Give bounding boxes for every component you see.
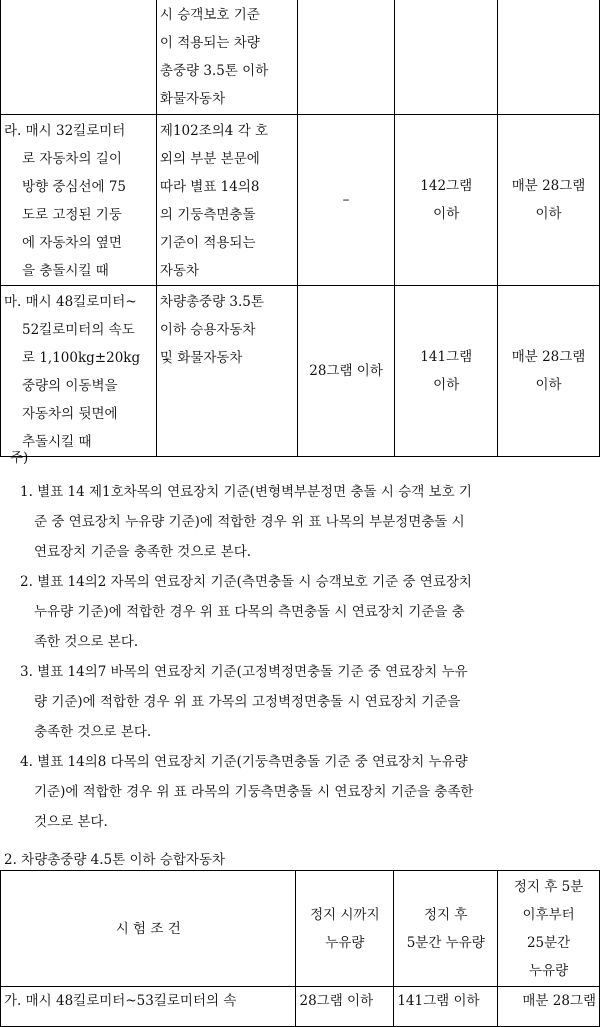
cell-target <box>156 115 297 286</box>
cell-text: 자동차 <box>159 263 200 279</box>
cell-after-25min <box>498 286 600 457</box>
cell-text: 매분 28그램 <box>511 349 586 365</box>
cell-text: 정지 후 5분 <box>513 878 584 895</box>
note-line: 기준)에 적합한 경우 위 표 라목의 기둥측면충돌 시 연료장치 기준을 충족한 <box>34 784 474 800</box>
cell-condition <box>1 0 157 115</box>
cell-text: 5분간 누유량 <box>406 934 485 951</box>
table-row <box>1 115 600 286</box>
cell-condition <box>1 286 157 457</box>
cell-text: 로 자동차의 길이 <box>22 151 122 167</box>
cell-text: 이하 <box>433 206 460 222</box>
cell-text: 에 자동차의 옆면 <box>22 235 122 251</box>
cell-text: 이하 승용자동차 <box>159 322 256 338</box>
note-line: 3. 별표 14의7 바목의 연료장치 기준(고정벽정면충돌 기준 중 연료장치 누유 <box>20 664 468 680</box>
cell-text: 따라 별표 14의8 <box>159 179 260 195</box>
cell-text: 및 화물자동차 <box>159 350 243 366</box>
header-after-5min <box>394 871 498 987</box>
cell-text: 중량의 이동벽을 <box>22 378 118 394</box>
note-line: 2. 별표 14의2 자목의 연료장치 기준(측면충돌 시 승객보호 기준 중 연료장치 <box>20 574 472 590</box>
cell-after-5min <box>395 286 498 457</box>
cell-text: 라. 매시 32킬로미터 <box>4 123 126 139</box>
cell-text: 방향 중심선에 75 <box>22 179 127 195</box>
cell-text: 로 1,100kg±20kg <box>22 350 141 366</box>
cell-text: 25분간 <box>526 934 571 951</box>
cell-target <box>156 286 297 457</box>
cell-text: 이하 <box>535 206 562 222</box>
header-after-25min <box>498 871 600 987</box>
note-line: 4. 별표 14의8 다목의 연료장치 기준(기둥측면충돌 기준 중 연료장치 누유량 <box>20 754 468 770</box>
note-line: 량 기준)에 적합한 경우 위 표 가목의 고정벽정면충돌 시 연료장치 기준을 <box>34 694 461 710</box>
cell-text: 의 기둥측면충돌 <box>159 207 256 223</box>
cell-text: 을 충돌시킬 때 <box>22 263 109 279</box>
table-row <box>1 0 600 115</box>
fuel-leak-table-1 <box>0 0 600 457</box>
note-line: 족한 것으로 본다. <box>34 634 139 650</box>
note-line: 충족한 것으로 본다. <box>34 724 152 740</box>
cell-after-5min <box>395 115 498 286</box>
note-line: 준 중 연료장치 누유량 기준)에 적합한 경우 위 표 나목의 부분정면충돌 시 <box>34 514 465 530</box>
cell-text: 이하 <box>535 377 562 393</box>
cell-text: 이 적용되는 차량 <box>159 35 260 51</box>
cell-text: 이하 <box>433 377 460 393</box>
header-until-stop <box>296 871 394 987</box>
cell-text: 52킬로미터의 속도 <box>22 322 135 338</box>
cell-text: 누유량 <box>529 962 569 979</box>
cell-text: 정지 후 <box>424 906 468 923</box>
cell-text: 자동차의 뒷면에 <box>22 406 118 422</box>
cell-text: 도로 고정된 기둥 <box>22 207 122 223</box>
note-line: 연료장치 기준을 충족한 것으로 본다. <box>34 544 252 560</box>
cell-text: 시 승객보호 기준 <box>159 7 260 23</box>
note-line: 것으로 본다. <box>34 814 108 830</box>
cell-text: 추돌시킬 때 <box>22 434 92 450</box>
cell-target <box>156 0 297 115</box>
cell-text: 141그램 <box>420 349 473 365</box>
cell-condition <box>1 115 157 286</box>
table-header-row <box>1 871 600 987</box>
cell-text: 정지 시까지 <box>310 906 380 923</box>
note-line: 누유량 기준)에 적합한 경우 위 표 다목의 측면충돌 시 연료장치 기준을 충 <box>34 604 465 620</box>
cell-text: 누유량 <box>325 934 365 951</box>
cell-after-5min: 141그램 이하 <box>394 987 498 1027</box>
cell-text: 제102조의4 각 호 <box>159 123 269 139</box>
section-heading: 2. 차량총중량 4.5톤 이하 승합자동차 <box>4 852 226 868</box>
cell-text: 매분 28그램 <box>511 178 586 194</box>
note-line: 1. 별표 14 제1호차목의 연료장치 기준(변형벽부분정면 충돌 시 승객 보호 기 <box>20 484 472 500</box>
cell-text: 마. 매시 48킬로미터~ <box>4 294 137 310</box>
cell-text: 이후부터 <box>522 906 575 923</box>
cell-text: 총중량 3.5톤 이하 <box>159 63 269 79</box>
cell-condition: 가. 매시 48킬로미터~53킬로미터의 속 <box>1 987 296 1027</box>
header-condition: 시 험 조 건 <box>1 871 296 987</box>
cell-text: 기준이 적용되는 <box>159 235 256 251</box>
cell-text: 142그램 <box>420 178 473 194</box>
cell-until-stop: 28그램 이하 <box>296 987 394 1027</box>
notes-section <box>0 444 602 834</box>
cell-text: 화물자동차 <box>159 91 226 107</box>
cell-after-25min <box>498 115 600 286</box>
cell-until-stop: 28그램 이하 <box>297 286 395 457</box>
notes-label: 주) <box>10 450 29 466</box>
table-row <box>1 286 600 457</box>
table-row <box>1 987 600 1027</box>
fuel-leak-table-2 <box>0 870 600 1027</box>
cell-text: 외의 부분 본문에 <box>159 151 260 167</box>
cell-after-25min: 매분 28그램 <box>498 987 600 1027</box>
cell-until-stop: – <box>297 115 395 286</box>
cell-text: 차량총중량 3.5톤 <box>159 294 264 310</box>
